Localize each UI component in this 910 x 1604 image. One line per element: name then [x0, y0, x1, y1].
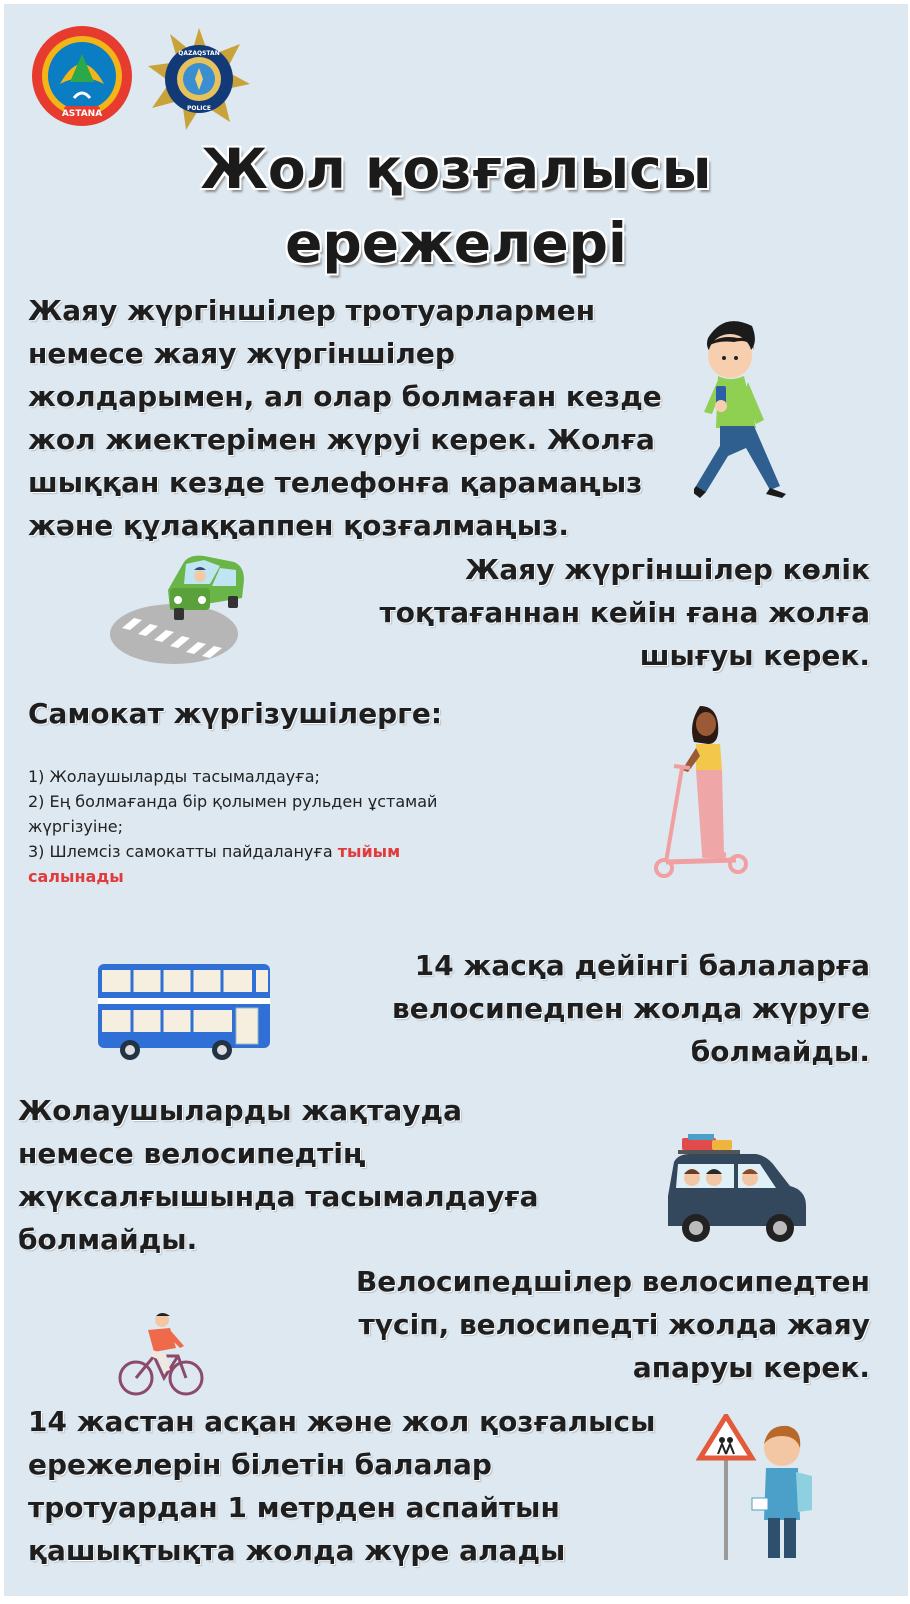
rule-cyclists: Велосипедшілер велосипедтен түсіп, велосипедті жолда жаяу апаруы керек. — [355, 1265, 870, 1384]
scooter-heading: Самокат жүргізушілерге: — [28, 697, 443, 730]
page-title — [4, 132, 908, 280]
police-badge-icon — [146, 26, 252, 132]
rule-pedestrian-sidewalk: Жаяу жүргіншілер тротуарлармен немесе жаяу жүргіншілер жолдарымен, ал олар болмаған кезде жол жиектерімен жүруі керек. Жолға шыққан кезде телефонға қарамаңыз және құлаққаппен қозғалмаңыз. — [28, 294, 662, 542]
rule-wait-vehicle: Жаяу жүргіншілер көлік тоқтағаннан кейін ғана жолға шығуы керек. — [379, 553, 870, 672]
poster — [4, 4, 908, 1596]
car-crosswalk-icon — [108, 548, 248, 668]
scooter-rule-2: 2) Ең болмағанда бір қолымен рульден ұстамай жүргізуіне; — [28, 792, 438, 836]
rule-children-14: 14 жасқа дейінгі балаларға велосипедпен жолда жүруге болмайды. — [392, 949, 870, 1068]
bus-icon — [96, 962, 272, 1062]
scooter-rider-icon — [652, 704, 752, 884]
rule-passengers: Жолаушыларды жақтауда немесе велосипедтің жүксалғышында тасымалдауға болмайды. — [18, 1094, 539, 1256]
rule-over-14: 14 жастан асқан және жол қозғалысы ережелерін білетін балалар тротуардан 1 метрден аспайтын қашықтықта жолда жүре алады — [28, 1405, 656, 1567]
scooter-rules-list — [28, 764, 498, 889]
school-sign-boy-icon — [696, 1414, 816, 1564]
astana-emblem-icon — [30, 24, 134, 128]
svg-text:QAZAQSTAN: QAZAQSTAN — [178, 50, 220, 57]
scooter-rule-1: 1) Жолаушыларды тасымалдауға; — [28, 767, 320, 786]
pedestrian-phone-icon — [694, 316, 789, 501]
scooter-rule-3 — [28, 839, 498, 889]
cyclist-icon — [118, 1310, 204, 1398]
family-car-icon — [664, 1134, 812, 1256]
scooter-rule-3-text: 3) Шлемсіз самокатты пайдалануға — [28, 842, 338, 861]
svg-text:ASTANA: ASTANA — [61, 109, 103, 119]
title-line-2: ережелері — [285, 211, 627, 275]
svg-text:POLICE: POLICE — [186, 105, 212, 112]
prohibited-label: тыйым салынады — [28, 842, 401, 886]
title-line-1: Жол қозғалысы — [200, 137, 712, 201]
